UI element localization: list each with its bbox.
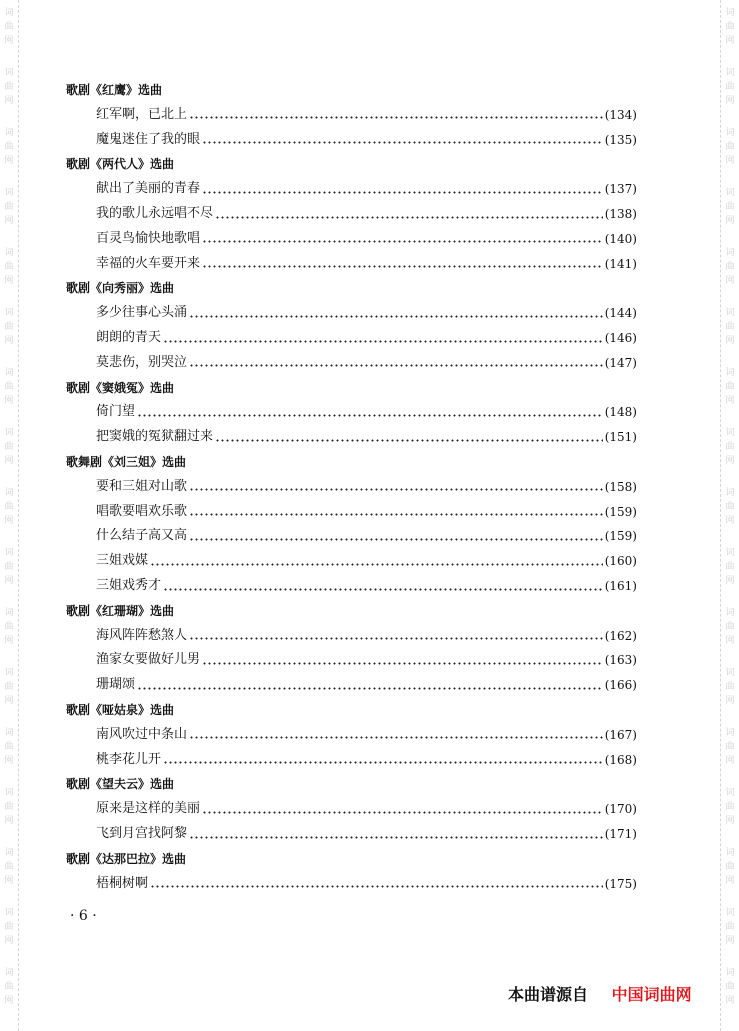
entry-title: 要和三姐对山歌 [96, 478, 188, 494]
watermark-char: 曲 [4, 682, 14, 692]
watermark-char: 网 [725, 996, 735, 1006]
toc-entry[interactable] [96, 204, 637, 224]
entry-title: 魔鬼迷住了我的眼 [96, 131, 201, 147]
entry-page-number: (162) [604, 628, 637, 643]
source-note [508, 982, 692, 1005]
watermark-char: 网 [4, 696, 14, 706]
watermark-char: 词 [725, 968, 735, 978]
toc-entry[interactable] [96, 402, 637, 422]
entry-title: 我的歌儿永远唱不尽 [96, 206, 214, 221]
dot-leader [137, 414, 603, 417]
watermark-char: 词 [4, 968, 14, 978]
watermark-char: 网 [4, 576, 14, 586]
watermark-char: 曲 [725, 142, 735, 152]
entry-page-number: (138) [604, 207, 637, 221]
watermark-char: 词 [725, 248, 735, 258]
entry-page-number: (151) [604, 430, 637, 445]
toc-entry[interactable] [96, 576, 637, 596]
watermark-char: 网 [725, 576, 735, 586]
watermark-char: 词 [725, 788, 735, 798]
section-heading: 歌舞剧《刘三姐》选曲 [66, 455, 187, 469]
entry-page-number: (144) [604, 306, 637, 321]
watermark-char: 网 [725, 156, 735, 166]
entry-title: 梧桐树啊 [96, 875, 149, 891]
entry-page-number: (167) [604, 727, 637, 742]
watermark-char: 曲 [4, 322, 14, 332]
dot-leader [189, 116, 603, 119]
watermark-char: 网 [4, 456, 14, 466]
watermark-char: 词 [725, 728, 735, 738]
watermark-char: 网 [4, 516, 14, 526]
watermark-char: 曲 [725, 862, 735, 872]
watermark-char: 网 [725, 276, 735, 286]
section-heading: 歌剧《窦娥冤》选曲 [66, 380, 175, 395]
entry-page-number: (135) [604, 132, 637, 147]
watermark-char: 曲 [725, 82, 735, 92]
toc-entry[interactable] [96, 427, 637, 447]
dot-leader [137, 687, 603, 690]
watermark-char: 曲 [4, 562, 14, 572]
watermark-char: 网 [725, 36, 735, 46]
dot-leader [202, 811, 603, 814]
entry-title: 唱歌要唱欢乐歌 [96, 503, 188, 519]
toc-entry[interactable] [96, 229, 637, 249]
toc-entry[interactable] [96, 502, 637, 522]
entry-title: 红军啊，已北上 [96, 106, 188, 122]
watermark-char: 词 [725, 308, 735, 318]
watermark-char: 网 [4, 636, 14, 646]
dot-leader [215, 439, 603, 442]
watermark-char: 词 [725, 188, 735, 198]
watermark-char: 网 [725, 456, 735, 466]
section-heading: 歌剧《哑姑泉》选曲 [66, 703, 175, 717]
dot-leader [189, 315, 603, 318]
toc-entry[interactable] [96, 254, 637, 274]
watermark-char: 网 [725, 696, 735, 706]
watermark-char: 网 [4, 396, 14, 406]
toc-entry[interactable] [96, 477, 637, 497]
watermark-char: 词 [4, 548, 14, 558]
watermark-char: 曲 [725, 202, 735, 212]
entry-page-number: (141) [604, 256, 637, 271]
toc-entry[interactable] [96, 675, 637, 695]
entry-page-number: (166) [604, 678, 637, 693]
entry-title: 南风吹过中条山 [96, 726, 188, 742]
watermark-char: 词 [725, 68, 735, 78]
entry-page-number: (159) [604, 529, 637, 544]
watermark-char: 曲 [725, 442, 735, 452]
watermark-char: 词 [725, 668, 735, 678]
watermark-char: 曲 [725, 562, 735, 572]
source-site-link[interactable]: 中国词曲网 [611, 985, 692, 1004]
entry-title: 海风阵阵愁煞人 [96, 627, 188, 643]
watermark-char: 网 [4, 96, 14, 106]
watermark-char: 曲 [725, 802, 735, 812]
dot-leader [150, 885, 603, 888]
dot-leader [189, 836, 603, 839]
watermark-char: 词 [725, 548, 735, 558]
watermark-char: 词 [4, 728, 14, 738]
watermark-char: 网 [725, 636, 735, 646]
entry-page-number: (175) [604, 876, 637, 891]
entry-page-number: (146) [604, 331, 637, 345]
entry-page-number: (147) [604, 355, 637, 370]
watermark-char: 词 [4, 8, 14, 18]
watermark-char: 网 [725, 756, 735, 766]
entry-title: 幸福的火车要开来 [96, 255, 201, 271]
watermark-char: 词 [725, 848, 735, 858]
watermark-char: 网 [725, 216, 735, 226]
watermark-char: 曲 [725, 322, 735, 332]
watermark-char: 曲 [4, 922, 14, 932]
watermark-char: 网 [725, 396, 735, 406]
entry-title: 百灵鸟愉快地歌唱 [96, 230, 201, 246]
watermark-char: 网 [4, 216, 14, 226]
watermark-char: 网 [725, 816, 735, 826]
watermark-char: 网 [4, 156, 14, 166]
watermark-char: 曲 [4, 382, 14, 392]
entry-title: 三姐戏媒 [96, 553, 149, 569]
dot-leader [202, 141, 603, 144]
entry-title: 朗朗的青天 [96, 330, 162, 345]
dot-leader [189, 488, 603, 491]
watermark-char: 网 [725, 516, 735, 526]
dot-leader [202, 662, 603, 665]
toc-entry[interactable] [96, 626, 637, 646]
dot-leader [202, 191, 603, 194]
toc-entry[interactable] [96, 824, 637, 844]
entry-page-number: (163) [604, 653, 637, 668]
watermark-char: 词 [4, 68, 14, 78]
entry-title: 莫悲伤，别哭泣 [96, 354, 188, 370]
watermark-char: 曲 [725, 982, 735, 992]
entry-title: 倚门望 [96, 404, 136, 420]
watermark-char: 词 [4, 788, 14, 798]
dot-leader [189, 364, 603, 367]
watermark-char: 网 [725, 336, 735, 346]
entry-page-number: (158) [604, 479, 637, 494]
entry-title: 把窦娥的冤狱翻过来 [96, 429, 214, 445]
watermark-char: 曲 [725, 682, 735, 692]
entry-title: 珊瑚颂 [96, 677, 136, 693]
watermark-char: 词 [725, 368, 735, 378]
entry-page-number: (168) [604, 752, 637, 767]
entry-title: 多少往事心头涌 [96, 305, 188, 321]
toc-entry[interactable] [96, 799, 637, 819]
watermark-char: 词 [725, 428, 735, 438]
entry-page-number: (137) [604, 182, 637, 197]
watermark-char: 网 [4, 336, 14, 346]
toc-entry[interactable] [96, 725, 637, 745]
toc-entry[interactable] [96, 650, 637, 670]
entry-title: 三姐戏秀才 [96, 578, 162, 593]
watermark-char: 词 [725, 488, 735, 498]
entry-page-number: (161) [604, 579, 637, 593]
watermark-char: 曲 [4, 22, 14, 32]
page-number: · 6 · [70, 908, 97, 924]
watermark-char: 词 [4, 248, 14, 258]
watermark-char: 词 [4, 608, 14, 618]
entry-title: 献出了美丽的青春 [96, 181, 201, 197]
watermark-char: 词 [4, 428, 14, 438]
watermark-char: 网 [725, 876, 735, 886]
section-heading: 歌剧《两代人》选曲 [66, 157, 175, 172]
section-heading: 歌剧《向秀丽》选曲 [66, 281, 175, 296]
section-heading: 歌剧《红珊瑚》选曲 [66, 603, 175, 618]
entry-title: 原来是这样的美丽 [96, 801, 201, 817]
toc-entry[interactable] [96, 353, 637, 373]
watermark-char: 曲 [4, 442, 14, 452]
entry-page-number: (159) [604, 504, 637, 519]
watermark-char: 曲 [725, 382, 735, 392]
watermark-char: 曲 [4, 202, 14, 212]
watermark-char: 网 [4, 996, 14, 1006]
watermark-char: 词 [4, 368, 14, 378]
entry-page-number: (171) [604, 827, 637, 841]
watermark-char: 曲 [4, 982, 14, 992]
watermark-char: 网 [4, 936, 14, 946]
watermark-char: 词 [4, 488, 14, 498]
watermark-char: 曲 [725, 22, 735, 32]
watermark-char: 曲 [725, 262, 735, 272]
watermark-char: 词 [725, 8, 735, 18]
toc-entry[interactable] [96, 179, 637, 199]
section-heading: 歌剧《望夫云》选曲 [66, 777, 175, 792]
watermark-char: 词 [4, 848, 14, 858]
source-label: 本曲谱源自 [508, 985, 589, 1004]
toc-entry[interactable] [96, 105, 637, 125]
entry-title: 渔家女要做好儿男 [96, 652, 201, 668]
toc-entry[interactable] [96, 130, 637, 150]
dot-leader [189, 513, 603, 516]
watermark-char: 词 [4, 188, 14, 198]
dot-leader [163, 588, 603, 591]
watermark-char: 曲 [4, 82, 14, 92]
toc-entry[interactable] [96, 526, 637, 546]
watermark-char: 曲 [4, 262, 14, 272]
watermark-char: 词 [725, 608, 735, 618]
toc-entry[interactable] [96, 303, 637, 323]
watermark-char: 词 [4, 668, 14, 678]
dot-leader [163, 340, 603, 343]
entry-page-number: (160) [604, 554, 637, 569]
section-heading: 歌剧《红鹰》选曲 [66, 83, 163, 97]
watermark-char: 曲 [725, 922, 735, 932]
toc-entry[interactable] [96, 750, 637, 770]
watermark-char: 网 [725, 936, 735, 946]
watermark-char: 网 [4, 876, 14, 886]
watermark-char: 曲 [4, 742, 14, 752]
watermark-char: 网 [4, 756, 14, 766]
watermark-char: 网 [725, 96, 735, 106]
section-heading: 歌剧《达那巴拉》选曲 [66, 851, 187, 866]
watermark-char: 词 [4, 128, 14, 138]
entry-page-number: (134) [604, 107, 637, 122]
watermark-char: 曲 [4, 802, 14, 812]
watermark-char: 网 [4, 276, 14, 286]
watermark-char: 词 [725, 908, 735, 918]
watermark-char: 词 [4, 908, 14, 918]
watermark-char: 曲 [4, 502, 14, 512]
toc-entry[interactable] [96, 328, 637, 348]
dot-leader [189, 637, 603, 640]
watermark-char: 曲 [4, 622, 14, 632]
entry-page-number: (148) [604, 405, 637, 420]
toc-entry[interactable] [96, 874, 637, 894]
dot-leader [189, 538, 603, 541]
entry-page-number: (170) [604, 802, 637, 817]
dot-leader [202, 240, 603, 243]
entry-title: 桃李花儿开 [96, 751, 162, 767]
entry-page-number: (140) [604, 231, 637, 246]
entry-title: 飞到月宫找阿黎 [96, 826, 188, 841]
dot-leader [215, 216, 603, 219]
watermark-char: 曲 [725, 622, 735, 632]
dot-leader [150, 563, 603, 566]
toc-entry[interactable] [96, 551, 637, 571]
watermark-char: 曲 [4, 862, 14, 872]
watermark-char: 曲 [4, 142, 14, 152]
dot-leader [163, 761, 603, 764]
watermark-char: 网 [4, 816, 14, 826]
watermark-char: 词 [4, 308, 14, 318]
watermark-char: 曲 [725, 502, 735, 512]
watermark-char: 曲 [725, 742, 735, 752]
watermark-char: 网 [4, 36, 14, 46]
dot-leader [202, 265, 603, 268]
dot-leader [189, 736, 603, 739]
watermark-char: 词 [725, 128, 735, 138]
entry-title: 什么结子高又高 [96, 528, 188, 544]
